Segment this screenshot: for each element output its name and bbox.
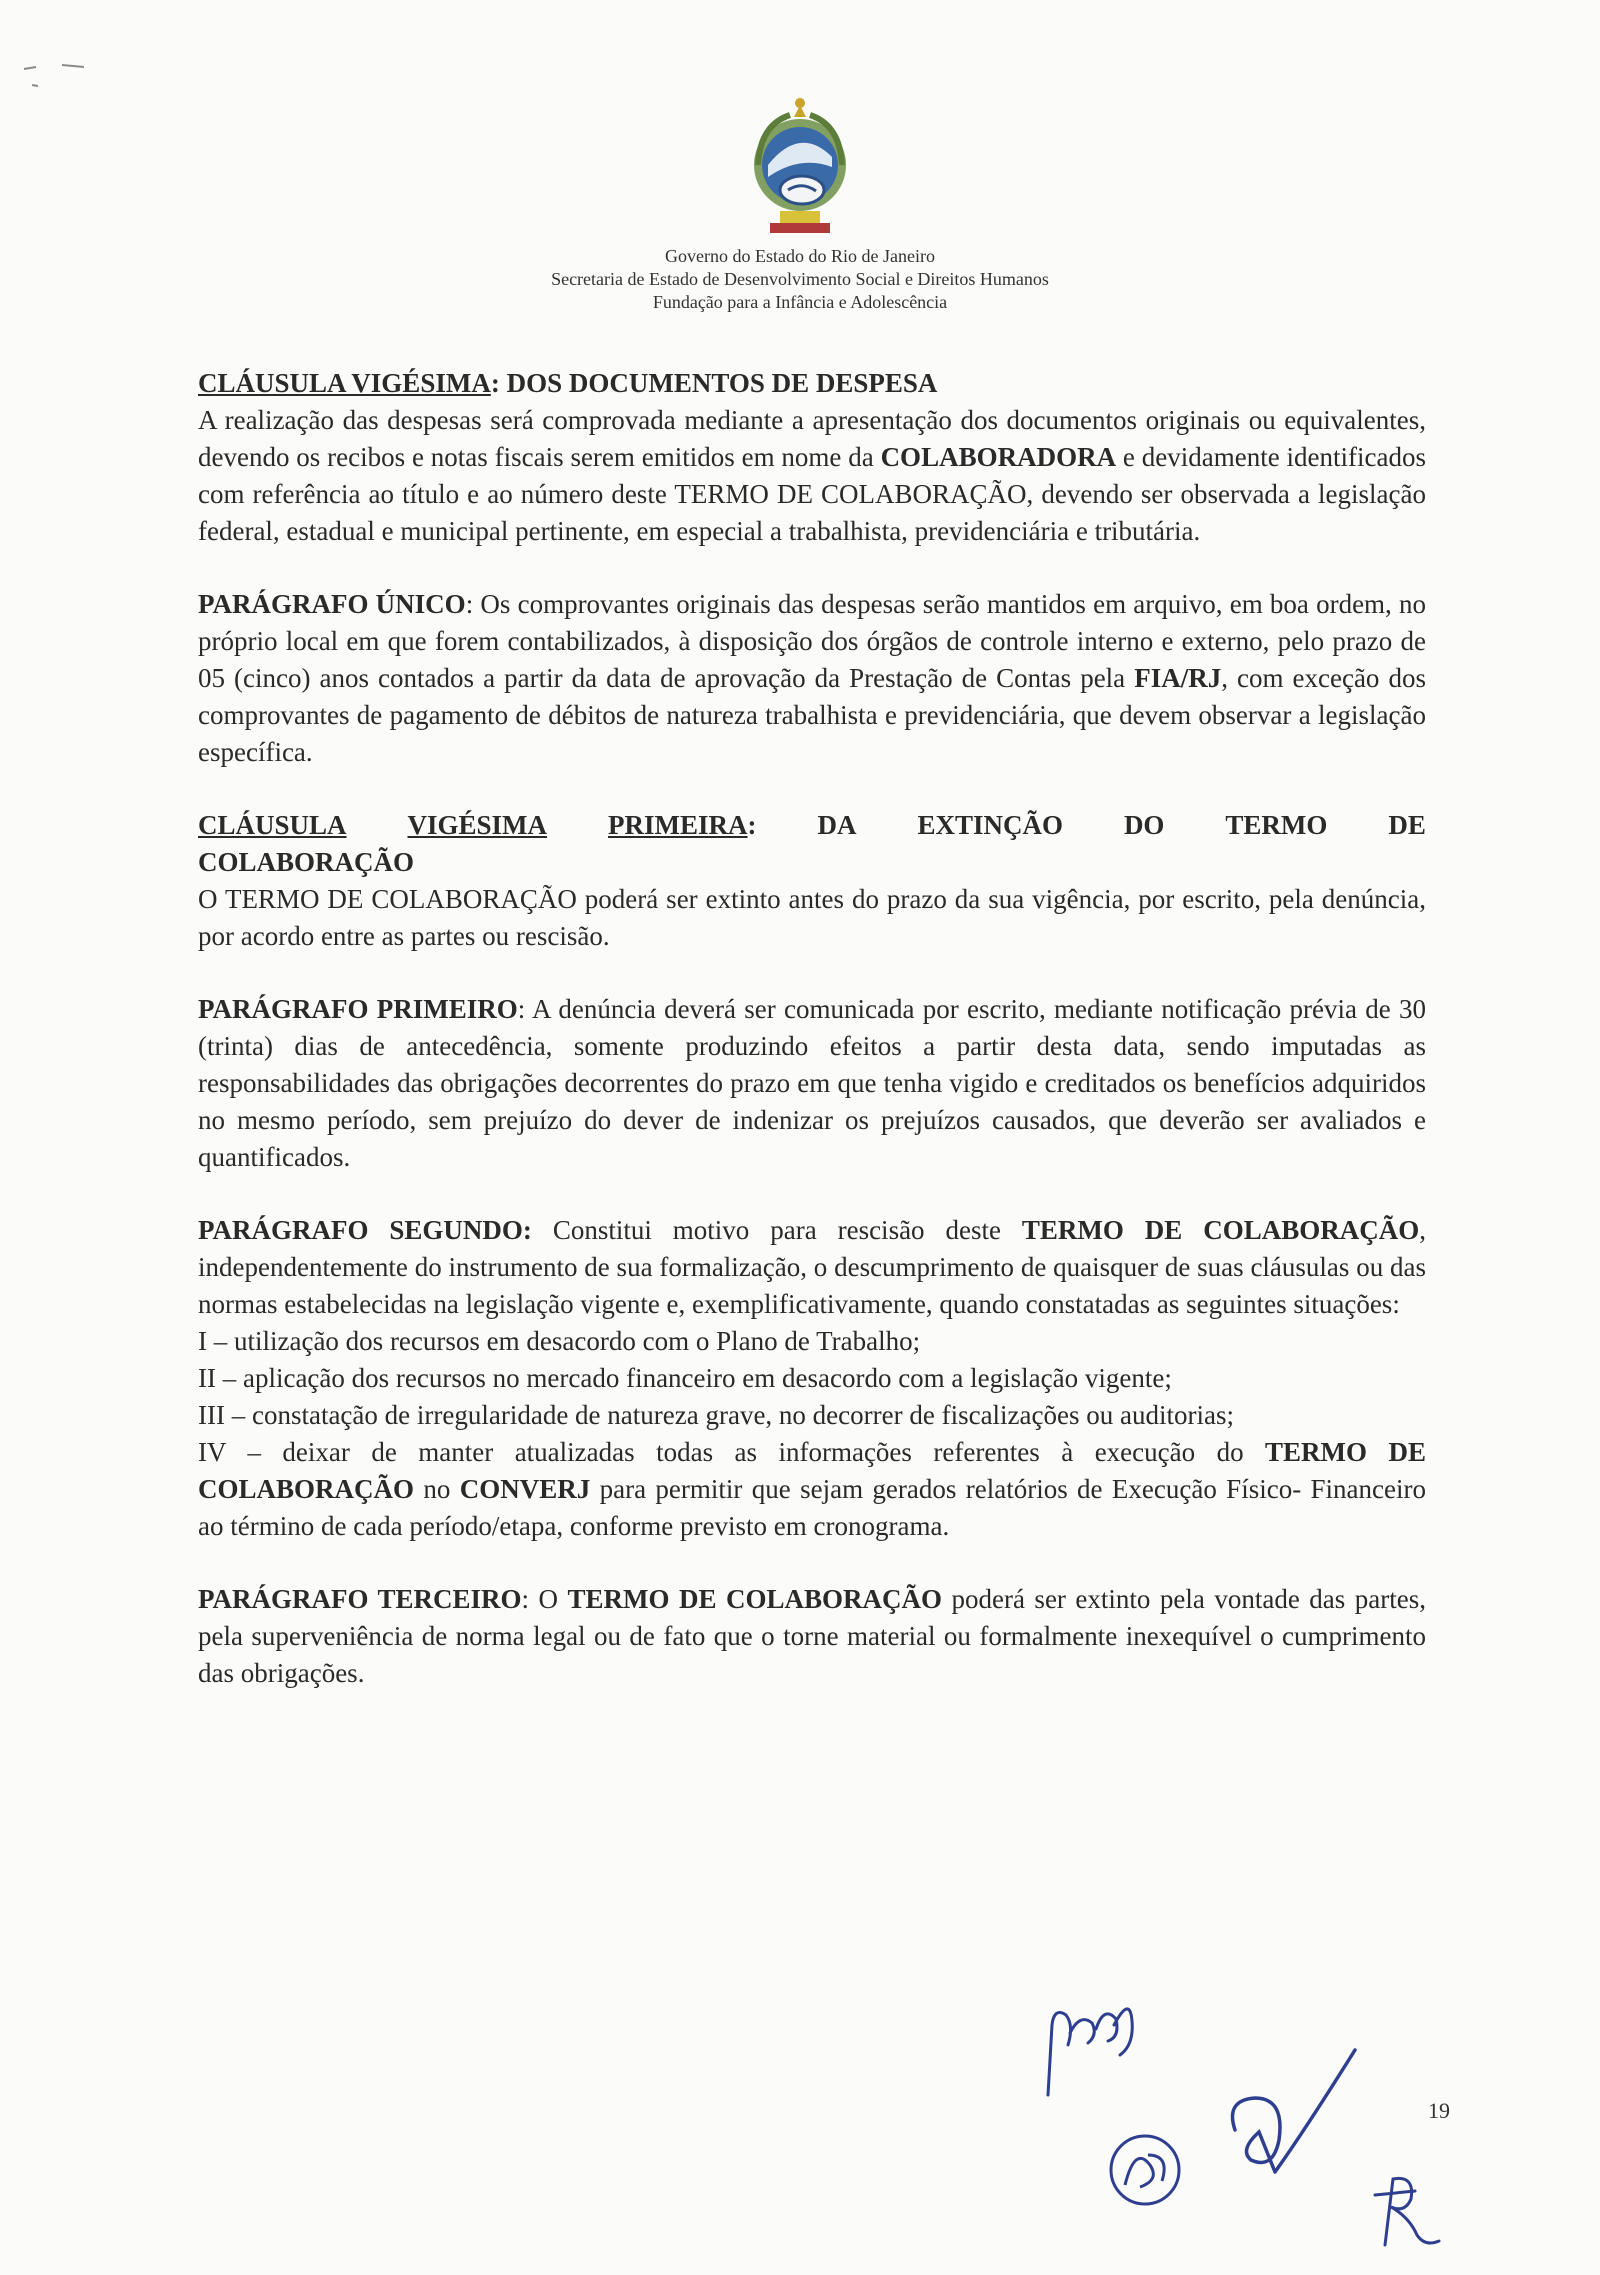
scan-mark-icon bbox=[22, 55, 102, 95]
clause-21-title-line2: COLABORAÇÃO bbox=[198, 847, 415, 877]
paragraph-terceiro: PARÁGRAFO TERCEIRO: O TERMO DE COLABORAÇÃO poderá ser extinto pela vontade das partes, pela superveniência de norma legal ou de fato que o torne material ou formalmente inexequível o cumprimento das obrigações. bbox=[198, 1584, 1426, 1688]
paragraph-unico-label: PARÁGRAFO ÚNICO bbox=[198, 589, 466, 619]
list-item: I – utilização dos recursos em desacordo com o Plano de Trabalho; bbox=[198, 1326, 921, 1356]
rio-de-janeiro-coat-of-arms-icon bbox=[740, 95, 860, 245]
list-item: IV – deixar de manter atualizadas todas as informações referentes à execução do TERMO DE COLABORAÇÃO no CONVERJ para permitir que sejam gerados relatórios de Execução Físico- Financeiro ao término de cada período/etapa, conforme previsto em cronograma. bbox=[198, 1437, 1427, 1541]
clause-20-text: A realização das despesas será comprovada mediante a apresentação dos documentos originais ou equivalentes, devendo os recibos e notas fiscais serem emitidos em nome da COLABORADORA e devidamente identificados com referência ao título e ao número deste TERMO DE COLABORAÇÃO, devendo ser observada a legislação federal, estadual e municipal pertinente, em especial a trabalhista, previdenciária e tributária. bbox=[198, 405, 1426, 546]
document-body bbox=[198, 365, 1426, 1692]
clause-21-title: CLÁUSULA VIGÉSIMA PRIMEIRA: DA EXTINÇÃO DO TERMO DE bbox=[198, 810, 1426, 840]
paragraph-segundo-label: PARÁGRAFO SEGUNDO: bbox=[198, 1215, 532, 1245]
paragraph-primeiro-label: PARÁGRAFO PRIMEIRO bbox=[198, 994, 518, 1024]
handwritten-initials-icon bbox=[1100, 2125, 1190, 2215]
clause-20-title-label: CLÁUSULA VIGÉSIMA bbox=[198, 368, 491, 398]
clause-21-text: O TERMO DE COLABORAÇÃO poderá ser extinto antes do prazo da sua vigência, por escrito, pela denúncia, por acordo entre as partes ou rescisão. bbox=[198, 884, 1426, 951]
handwritten-rubric-icon bbox=[1215, 2040, 1365, 2210]
list-item: II – aplicação dos recursos no mercado financeiro em desacordo com a legislação vigente; bbox=[198, 1363, 1172, 1393]
document-header bbox=[0, 95, 1600, 314]
paragraph-primeiro: PARÁGRAFO PRIMEIRO: A denúncia deverá ser comunicada por escrito, mediante notificação prévia de 30 (trinta) dias de antecedência, somente produzindo efeitos a partir desta data, sendo imputadas as responsabilidades das obrigações decorrentes do prazo em que tenha vigido e creditados os benefícios adquiridos no mesmo período, sem prejuízo do dever de indenizar os prejuízos causados, que deverão ser avaliados e quantificados. bbox=[198, 994, 1426, 1172]
handwritten-signature-icon bbox=[1040, 1985, 1160, 2105]
clause-20-title: CLÁUSULA VIGÉSIMA: DOS DOCUMENTOS DE DESPESA bbox=[198, 368, 938, 398]
header-line-secretariat: Secretaria de Estado de Desenvolvimento Social e Direitos Humanos bbox=[551, 269, 1049, 289]
paragraph-terceiro-label: PARÁGRAFO TERCEIRO bbox=[198, 1584, 522, 1614]
paragraph-unico: PARÁGRAFO ÚNICO: Os comprovantes originais das despesas serão mantidos em arquivo, em boa ordem, no próprio local em que forem contabilizados, à disposição dos órgãos de controle interno e externo, pelo prazo de 05 (cinco) anos contados a partir da data de aprovação da Prestação de Contas pela FIA/RJ, com exceção dos comprovantes de pagamento de débitos de natureza trabalhista e previdenciária, que devem observar a legislação específica. bbox=[198, 589, 1426, 767]
list-item: III – constatação de irregularidade de natureza grave, no decorrer de fiscalizações ou auditorias; bbox=[198, 1400, 1234, 1430]
paragraph-segundo: PARÁGRAFO SEGUNDO: Constitui motivo para rescisão deste TERMO DE COLABORAÇÃO, independentemente do instrumento de sua formalização, o descumprimento de quaisquer de suas cláusulas ou das normas estabelecidas na legislação vigente e, exemplificativamente, quando constatadas as seguintes situações: bbox=[198, 1215, 1426, 1319]
header-line-foundation: Fundação para a Infância e Adolescência bbox=[652, 292, 948, 312]
handwritten-rubric-icon bbox=[1365, 2165, 1445, 2255]
page-number: 19 bbox=[1428, 2098, 1450, 2123]
header-line-government: Governo do Estado do Rio de Janeiro bbox=[665, 246, 935, 266]
